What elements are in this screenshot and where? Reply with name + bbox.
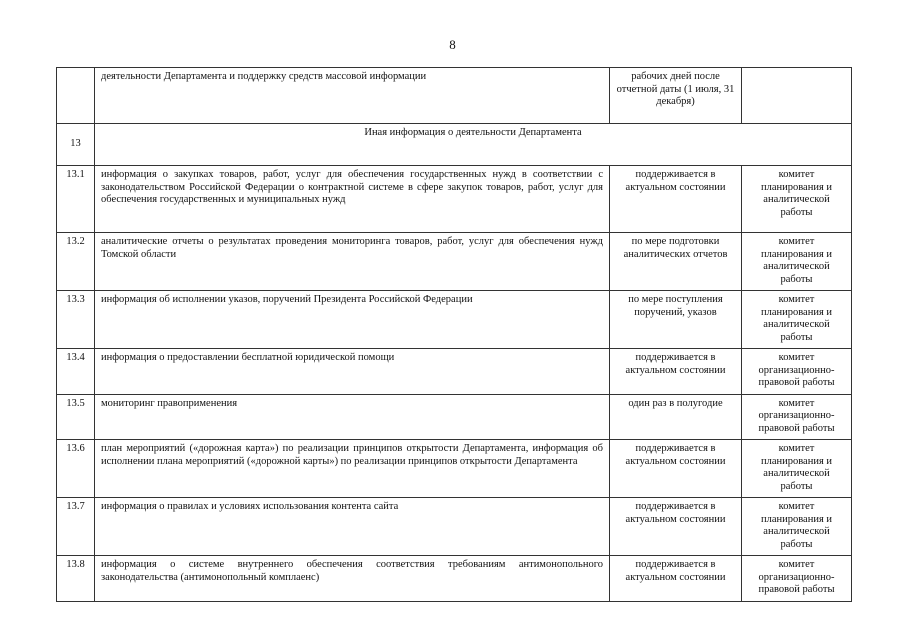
info-cell: план мероприятий («дорожная карта») по реализации принципов открытости Департамента, информация об исполнении плана мероприятий («дорожной карты») по реализации принципов открытости Департамента xyxy=(95,440,610,498)
period-cell: поддерживается в актуальном состоянии xyxy=(610,349,742,395)
period-cell: рабочих дней после отчетной даты (1 июля, 31 декабря) xyxy=(610,68,742,124)
period-cell: поддерживается в актуальном состоянии xyxy=(610,556,742,602)
info-cell: информация о закупках товаров, работ, услуг для обеспечения государственных нужд в соответствии с законодательством Российской Федерации о контрактной системе в сфере закупок товаров, работ, услуг для обеспечения государственных и муниципальных нужд xyxy=(95,166,610,233)
row-number-cell: 13.7 xyxy=(57,498,95,556)
responsible-cell xyxy=(742,68,852,124)
period-cell: по мере поступления поручений, указов xyxy=(610,291,742,349)
table-row xyxy=(57,291,852,349)
responsible-cell: комитет организационно-правовой работы xyxy=(742,556,852,602)
table-row xyxy=(57,349,852,395)
period-cell: поддерживается в актуальном состоянии xyxy=(610,166,742,233)
responsible-cell: комитет планирования и аналитической работы xyxy=(742,498,852,556)
info-cell: информация о правилах и условиях использования контента сайта xyxy=(95,498,610,556)
table-row xyxy=(57,233,852,291)
row-number-cell: 13.1 xyxy=(57,166,95,233)
info-cell: деятельности Департамента и поддержку средств массовой информации xyxy=(95,68,610,124)
row-number-cell: 13.3 xyxy=(57,291,95,349)
table-row xyxy=(57,166,852,233)
responsible-cell: комитет организационно-правовой работы xyxy=(742,394,852,440)
info-cell: информация об исполнении указов, поручений Президента Российской Федерации xyxy=(95,291,610,349)
section-title: Иная информация о деятельности Департамента xyxy=(95,124,852,166)
row-number-cell: 13.8 xyxy=(57,556,95,602)
responsible-cell: комитет планирования и аналитической работы xyxy=(742,166,852,233)
responsible-cell: комитет планирования и аналитической работы xyxy=(742,233,852,291)
info-cell: информация о предоставлении бесплатной юридической помощи xyxy=(95,349,610,395)
period-cell: поддерживается в актуальном состоянии xyxy=(610,498,742,556)
period-cell: по мере подготовки аналитических отчетов xyxy=(610,233,742,291)
info-cell: аналитические отчеты о результатах проведения мониторинга товаров, работ, услуг для обеспечения нужд Томской области xyxy=(95,233,610,291)
row-number-cell: 13.2 xyxy=(57,233,95,291)
responsible-cell: комитет планирования и аналитической работы xyxy=(742,440,852,498)
information-table xyxy=(56,67,852,602)
page-number: 8 xyxy=(449,37,456,52)
info-cell: мониторинг правоприменения xyxy=(95,394,610,440)
table-row xyxy=(57,440,852,498)
table-row xyxy=(57,394,852,440)
row-number-cell: 13.5 xyxy=(57,394,95,440)
section-number: 13 xyxy=(57,124,95,166)
section-row xyxy=(57,124,852,166)
row-number-cell: 13.4 xyxy=(57,349,95,395)
responsible-cell: комитет организационно-правовой работы xyxy=(742,349,852,395)
table-row-continuation xyxy=(57,68,852,124)
responsible-cell: комитет планирования и аналитической работы xyxy=(742,291,852,349)
period-cell: один раз в полугодие xyxy=(610,394,742,440)
info-cell: информация о системе внутреннего обеспечения соответствия требованиям антимонопольного законодательства (антимонопольный комплаенс) xyxy=(95,556,610,602)
row-number-cell xyxy=(57,68,95,124)
row-number-cell: 13.6 xyxy=(57,440,95,498)
table-row xyxy=(57,498,852,556)
table-row xyxy=(57,556,852,602)
period-cell: поддерживается в актуальном состоянии xyxy=(610,440,742,498)
